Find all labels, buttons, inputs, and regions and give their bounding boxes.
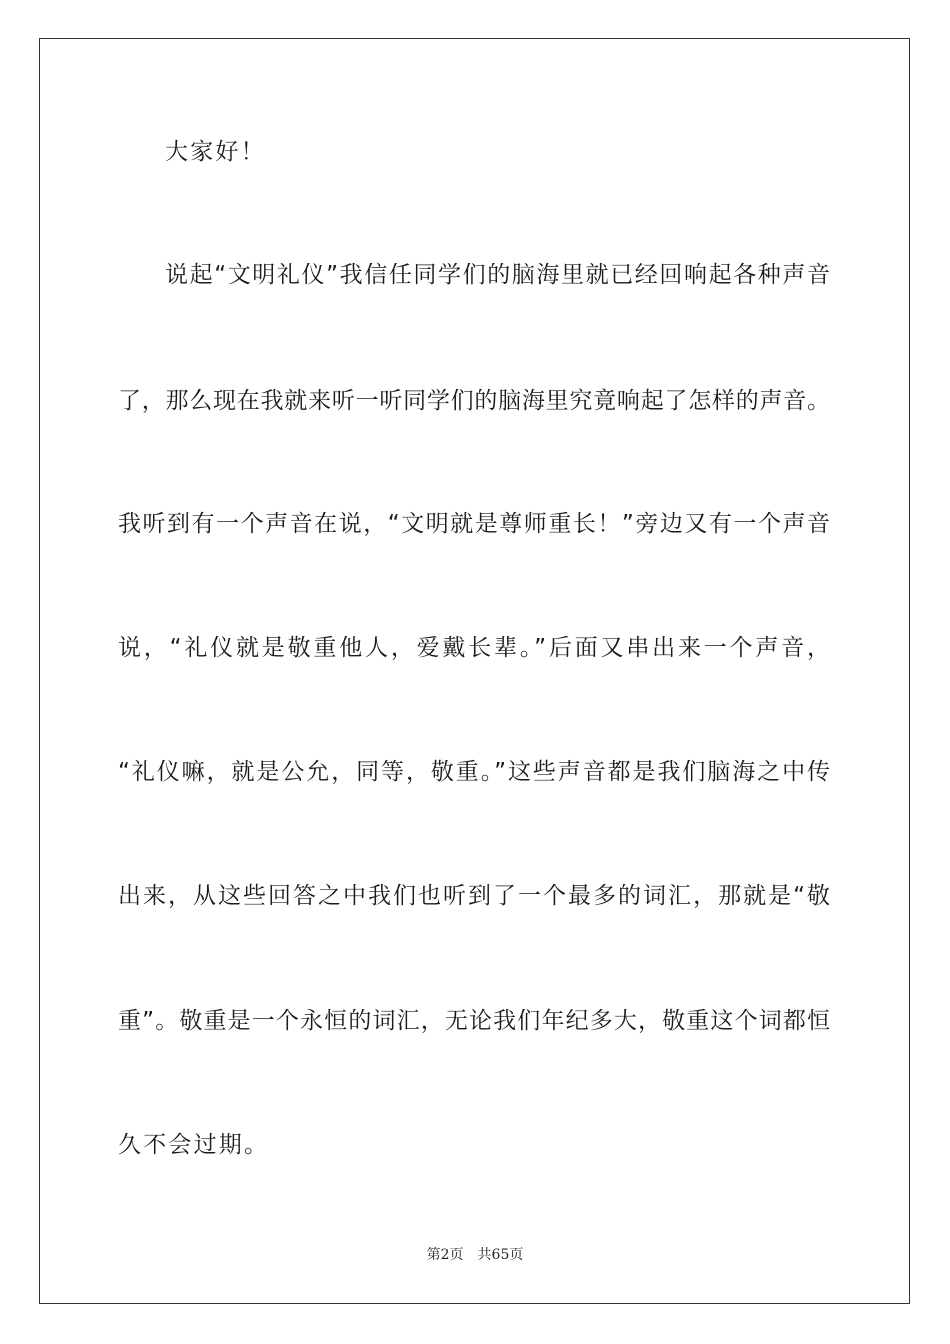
paragraph-line-7: 重”。敬重是一个永恒的词汇，无论我们年纪多大，敬重这个词都恒 (118, 1008, 830, 1034)
greeting-line: 大家好！ (165, 139, 266, 165)
page-total: 共65页 (477, 1247, 524, 1263)
paragraph-line-2: 了，那么现在我就来听一听同学们的脑海里究竟响起了怎样的声音。 (118, 388, 830, 414)
paragraph-line-3: 我听到有一个声音在说，“文明就是尊师重长！”旁边又有一个声音 (118, 511, 830, 537)
paragraph-line-1: 说起“文明礼仪”我信任同学们的脑海里就已经回响起各种声音 (165, 262, 830, 288)
paragraph-line-6: 出来，从这些回答之中我们也听到了一个最多的词汇，那就是“敬 (118, 883, 830, 909)
page-number: 第2页 (426, 1247, 464, 1263)
paragraph-line-4: 说，“礼仪就是敬重他人，爱戴长辈。”后面又串出来一个声音， (118, 635, 830, 661)
page-footer (0, 1246, 950, 1264)
paragraph-line-5: “礼仪嘛，就是公允，同等，敬重。”这些声音都是我们脑海之中传 (118, 759, 830, 785)
page-border (39, 38, 910, 1304)
paragraph-line-8: 久不会过期。 (118, 1132, 270, 1158)
